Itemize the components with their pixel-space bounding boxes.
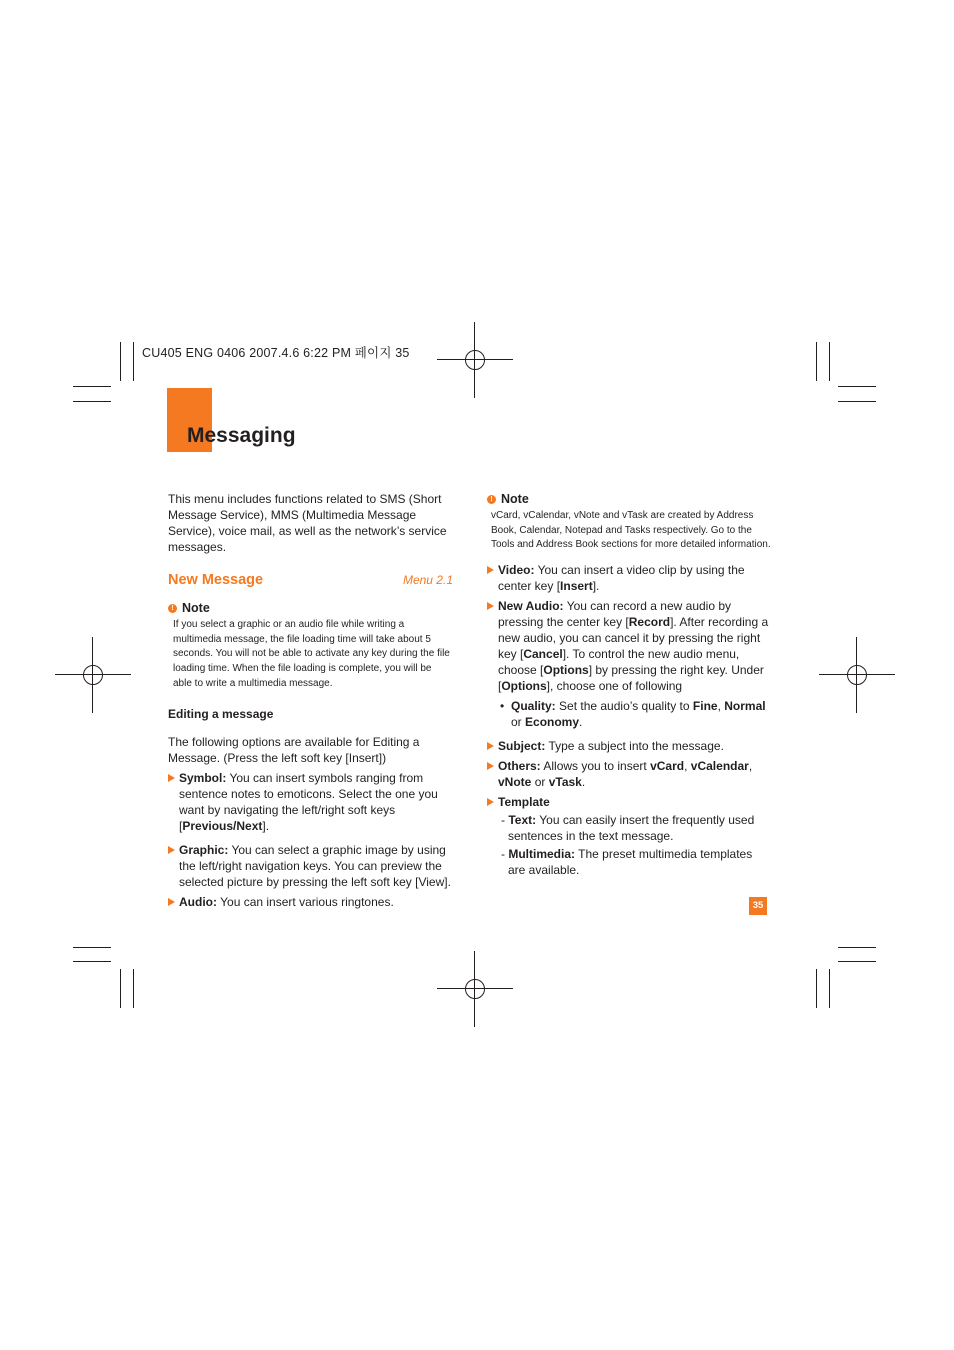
crop-mark (73, 401, 111, 402)
crop-mark (133, 969, 134, 1008)
section-heading (168, 572, 453, 588)
item-label: Others: (498, 759, 541, 774)
separator: , (684, 759, 688, 774)
note-body: vCard, vCalendar, vNote and vTask are created by Address Book, Calendar, Notepad and Tasks respectively. Go to the Tools and Address Book sections for more detailed information. (491, 510, 771, 551)
list-item-others (487, 758, 772, 790)
item-label: Video: (498, 563, 535, 578)
page-number: 35 (749, 897, 767, 915)
registration-mark-top (437, 322, 513, 398)
key-name: Options (501, 679, 547, 694)
option-normal: Normal (724, 699, 766, 714)
option-vtask: vTask (548, 775, 582, 790)
item-text-end: ]. (592, 579, 600, 594)
item-label: Template (498, 795, 550, 810)
crop-mark (73, 947, 111, 948)
registration-mark-bottom (437, 951, 513, 1027)
note-label: Note (501, 492, 529, 506)
key-name: Record (628, 615, 671, 630)
crop-mark (838, 386, 876, 387)
key-name: Previous/Next (182, 818, 263, 833)
item-text: You can select a graphic image by using the left/right navigation keys. You can preview the selected picture by pressing the left soft key [View]. (179, 842, 451, 889)
section-title: New Message (168, 572, 264, 588)
print-header: CU405 ENG 0406 2007.4.6 6:22 PM 페이지 35 (142, 346, 410, 360)
bullet-icon: • (500, 699, 505, 714)
item-label: Graphic: (179, 842, 229, 857)
crop-mark (73, 961, 111, 962)
item-label: Symbol: (179, 770, 227, 785)
item-text-end: . (581, 775, 586, 790)
arrow-bullet-icon (168, 898, 175, 906)
template-multimedia-item (487, 846, 772, 878)
option-economy: Economy (525, 715, 580, 730)
note-label: Note (182, 601, 210, 615)
key-name: Insert (560, 579, 593, 594)
option-vcard: vCard (650, 759, 685, 774)
crop-mark (829, 342, 830, 381)
crop-mark (838, 961, 876, 962)
template-text-item (487, 812, 772, 844)
registration-mark-right (819, 637, 895, 713)
item-text: You can record a new audio by pressing the center key [ (498, 599, 732, 630)
conjunction: or (511, 715, 522, 730)
item-label: Audio: (179, 894, 217, 909)
list-item-audio (168, 894, 453, 910)
note-heading (487, 491, 772, 507)
list-item-new-audio (487, 598, 772, 694)
item-label: New Audio: (498, 599, 564, 614)
arrow-bullet-icon (487, 742, 494, 750)
option-vcalendar: vCalendar (690, 759, 749, 774)
crop-mark (73, 386, 111, 387)
alert-icon: ! (168, 604, 177, 613)
crop-mark (838, 947, 876, 948)
item-text: ], choose one of following (546, 679, 683, 694)
intro-paragraph: This menu includes functions related to SMS (Short Message Service), MMS (Multimedia Message Service), voice mail, as well as the network’s service messages. (168, 492, 447, 554)
registration-mark-left (55, 637, 131, 713)
arrow-bullet-icon (487, 566, 494, 574)
crop-mark (120, 969, 121, 1008)
crop-mark (816, 342, 817, 381)
menu-reference: Menu 2.1 (402, 573, 453, 587)
arrow-bullet-icon (487, 762, 494, 770)
list-item-symbol (168, 770, 453, 834)
arrow-bullet-icon (168, 774, 175, 782)
item-label: Multimedia: (508, 847, 576, 862)
list-item-graphic (168, 842, 453, 890)
crop-mark (133, 342, 134, 381)
left-column (168, 491, 453, 914)
list-item-template (487, 794, 772, 810)
dash: - (501, 813, 505, 828)
crop-mark (838, 401, 876, 402)
page-title: Messaging (187, 424, 296, 447)
note-body: If you select a graphic or an audio file while writing a multimedia message, the file loading time will take about 5 seconds. You will not be able to activate any key during the file loading time. When the file loading is complete, you will be able to write a multimedia message. (173, 619, 450, 689)
item-text: You can easily insert the frequently used sentences in the text message. (508, 813, 755, 844)
alert-icon: ! (487, 495, 496, 504)
list-item-subject (487, 738, 772, 754)
arrow-bullet-icon (487, 602, 494, 610)
item-label: Text: (508, 813, 537, 828)
item-text: The preset multimedia templates are available. (508, 847, 753, 878)
dash: - (501, 847, 505, 862)
key-name: Options (543, 663, 589, 678)
list-item-quality (487, 698, 772, 730)
separator: , (748, 759, 753, 774)
crop-mark (816, 969, 817, 1008)
key-name: Cancel (523, 647, 563, 662)
crop-mark (829, 969, 830, 1008)
crop-mark (120, 342, 121, 381)
option-fine: Fine (692, 699, 718, 714)
conjunction: or (534, 775, 546, 790)
item-text: Allows you to insert (543, 759, 647, 774)
note-heading (168, 600, 453, 616)
subsection-heading: Editing a message (168, 706, 274, 721)
list-item-video (487, 562, 772, 594)
arrow-bullet-icon (168, 846, 175, 854)
item-text: Set the audio’s quality to (559, 699, 690, 714)
item-text: You can insert symbols ranging from sentence notes to emoticons. Select the one you want by navigating the left/right soft keys [ (179, 770, 438, 833)
item-text: You can insert various ringtones. (220, 894, 394, 909)
separator: , (717, 699, 721, 714)
item-text: ]. After recording a new audio, you can cancel it by pressing the right key [ (498, 615, 769, 662)
option-vnote: vNote (498, 775, 532, 790)
item-text-end: . (579, 715, 583, 730)
item-text: ]. To control the new audio menu, choose [ (498, 647, 740, 678)
item-text: Type a subject into the message. (548, 739, 724, 754)
item-label: Subject: (498, 739, 546, 754)
item-label: Quality: (511, 699, 556, 714)
arrow-bullet-icon (487, 798, 494, 806)
item-text: You can insert a video clip by using the center key [ (498, 563, 745, 594)
item-text: ] by pressing the right key. Under [ (498, 663, 764, 694)
item-text-end: ]. (262, 818, 270, 833)
right-column (487, 491, 772, 880)
editing-intro: The following options are available for Editing a Message. (Press the left soft key [Insert]) (168, 734, 420, 765)
